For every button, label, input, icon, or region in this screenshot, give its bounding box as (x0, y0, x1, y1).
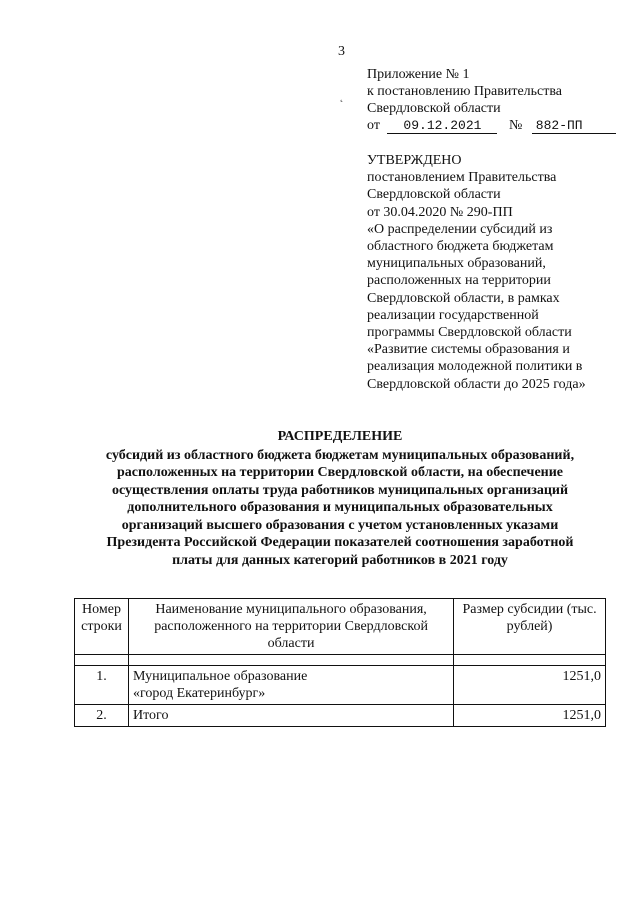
approval-line: реализации государственной (367, 307, 539, 323)
header-subsidy-amount: Размер субсидии (тыс. рублей) (454, 599, 606, 655)
municipality-line: Муниципальное образование (133, 669, 308, 684)
approval-line: от 30.04.2020 № 290-ПП (367, 204, 513, 220)
header-row-number: Номер строки (75, 599, 129, 655)
row-number: 1. (75, 666, 129, 705)
title-line: дополнительного образования и муниципальных образовательных (127, 500, 553, 515)
page-number: 3 (338, 44, 345, 59)
document-title (70, 428, 610, 569)
row-total-label: Итого (129, 705, 454, 727)
title-line: субсидий из областного бюджета бюджетам муниципальных образований, (105, 447, 575, 463)
approval-line: муниципальных образований, (367, 256, 546, 272)
appendix-line: Приложение № 1 (367, 67, 470, 82)
appendix-block (367, 66, 616, 134)
table-spacer-row (75, 655, 606, 666)
row-municipality (129, 666, 454, 705)
title-heading: РАСПРЕДЕЛЕНИЕ (277, 429, 403, 444)
approval-line: «О распределении субсидий из (367, 221, 553, 237)
title-line: организаций высшего образования с учетом установленных указами (121, 517, 559, 533)
municipality-line: «город Екатеринбург» (133, 686, 266, 701)
appendix-line: к постановлению Правительства (367, 84, 563, 99)
approval-line: областного бюджета бюджетам (367, 239, 554, 255)
number-value: 882-ПП (532, 118, 616, 134)
number-prefix: № (508, 118, 523, 133)
scan-mark: ˛ (340, 92, 344, 103)
approval-line: Свердловской области (367, 187, 501, 203)
table-row (75, 666, 606, 705)
appendix-date-line (367, 117, 616, 134)
title-line: осуществления оплаты труда работников муниципальных организаций (111, 482, 569, 498)
title-line: платы для данных категорий работников в 2021 году (172, 552, 508, 568)
table-row-total (75, 705, 606, 727)
approval-line: «Развитие системы образования и (367, 342, 570, 358)
approval-line: постановлением Правительства (367, 170, 557, 186)
approval-line: УТВЕРЖДЕНО (367, 153, 462, 168)
header-municipality: Наименование муниципального образования, расположенного на территории Свердловской области (129, 599, 454, 655)
title-line: расположенных на территории Свердловской области, на обеспечение (116, 465, 564, 480)
row-number: 2. (75, 705, 129, 727)
row-amount: 1251,0 (454, 666, 606, 705)
row-total-amount: 1251,0 (454, 705, 606, 727)
date-value: 09.12.2021 (387, 118, 497, 134)
title-line: Президента Российской Федерации показателей соотношения заработной (106, 535, 574, 550)
approval-line: расположенных на территории (367, 273, 551, 289)
table-header-row (75, 599, 606, 655)
appendix-line: Свердловской области (367, 101, 501, 116)
approval-line: программы Свердловской области (367, 325, 572, 341)
approval-line: Свердловской области, в рамках (367, 290, 560, 306)
date-prefix: от (367, 118, 380, 133)
distribution-table (74, 598, 606, 727)
approval-block (367, 152, 617, 393)
approval-line: реализация молодежной политики в (367, 359, 583, 375)
approval-line: Свердловской области до 2025 года» (367, 376, 586, 392)
